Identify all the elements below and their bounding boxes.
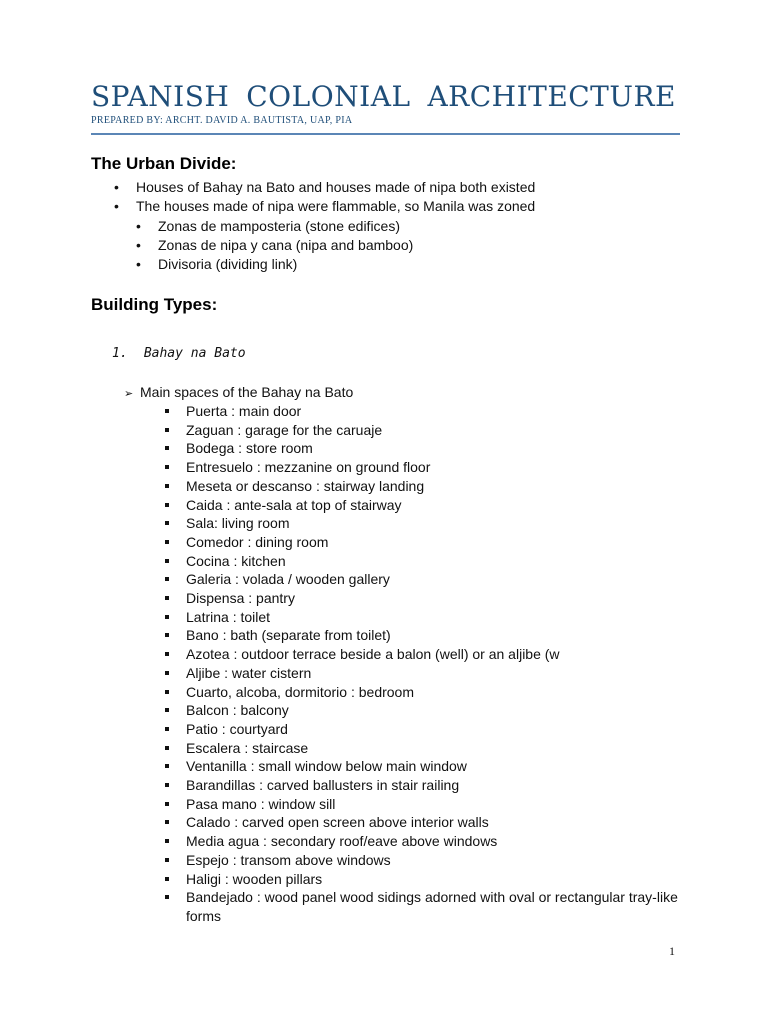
title-word: SPANISH [91, 80, 230, 113]
title-word: COLONIAL [246, 80, 411, 113]
list-item: • Divisoria (dividing link) [158, 255, 413, 274]
list-item: Puerta : main door [186, 402, 696, 421]
list-item: Patio : courtyard [186, 720, 696, 739]
arrow-item-label: Main spaces of the Bahay na Bato [140, 384, 354, 400]
item-label: Bahay na Bato [143, 346, 246, 361]
numbered-item [112, 346, 246, 361]
section-heading-building-types: Building Types: [91, 295, 218, 314]
list-item: Balcon : balcony [186, 701, 696, 720]
list-item: Zaguan : garage for the caruaje [186, 421, 696, 440]
list-item: Barandillas : carved ballusters in stair railing [186, 776, 696, 795]
list-item: Espejo : transom above windows [186, 851, 696, 870]
list-item: Ventanilla : small window below main window [186, 757, 696, 776]
list-item: Media agua : secondary roof/eave above windows [186, 832, 696, 851]
section-heading-urban-divide: The Urban Divide: [91, 154, 237, 173]
arrow-list-item [124, 383, 353, 404]
list-item: Caida : ante-sala at top of stairway [186, 496, 696, 515]
list-item: Latrina : toilet [186, 608, 696, 627]
list-item: • Zonas de nipa y cana (nipa and bamboo) [158, 236, 413, 255]
list-item: Galeria : volada / wooden gallery [186, 570, 696, 589]
list-item: Bandejado : wood panel wood sidings adorned with oval or rectangular tray-like forms [186, 888, 696, 925]
list-item: Cuarto, alcoba, dormitorio : bedroom [186, 683, 696, 702]
urban-divide-sublist [158, 217, 413, 274]
list-item: Bodega : store room [186, 439, 696, 458]
list-item: • Houses of Bahay na Bato and houses made of nipa both existed [136, 178, 535, 197]
list-item: Bano : bath (separate from toilet) [186, 626, 696, 645]
spaces-list [186, 402, 696, 926]
title-word: ARCHITECTURE [427, 80, 676, 113]
arrow-bullet-icon: ➢ [124, 388, 134, 400]
document-subtitle: PREPARED BY: ARCHT. DAVID A. BAUTISTA, UAP, PIA [91, 115, 353, 126]
list-item: Escalera : staircase [186, 739, 696, 758]
list-item: Pasa mano : window sill [186, 795, 696, 814]
list-item: Dispensa : pantry [186, 589, 696, 608]
page-number: 1 [669, 944, 675, 958]
list-item: Sala: living room [186, 514, 696, 533]
list-item: Calado : carved open screen above interior walls [186, 813, 696, 832]
list-item: Azotea : outdoor terrace beside a balon (well) or an aljibe (w [186, 645, 696, 664]
title-divider [91, 133, 680, 135]
list-item: Entresuelo : mezzanine on ground floor [186, 458, 696, 477]
list-item: Aljibe : water cistern [186, 664, 696, 683]
list-item: • Zonas de mamposteria (stone edifices) [158, 217, 413, 236]
item-number: 1. [112, 346, 128, 361]
document-title [91, 80, 676, 114]
list-item: Haligi : wooden pillars [186, 870, 696, 889]
urban-divide-list [136, 178, 535, 216]
list-item: Comedor : dining room [186, 533, 696, 552]
list-item: • The houses made of nipa were flammable, so Manila was zoned [136, 197, 535, 216]
list-item: Meseta or descanso : stairway landing [186, 477, 696, 496]
list-item: Cocina : kitchen [186, 552, 696, 571]
